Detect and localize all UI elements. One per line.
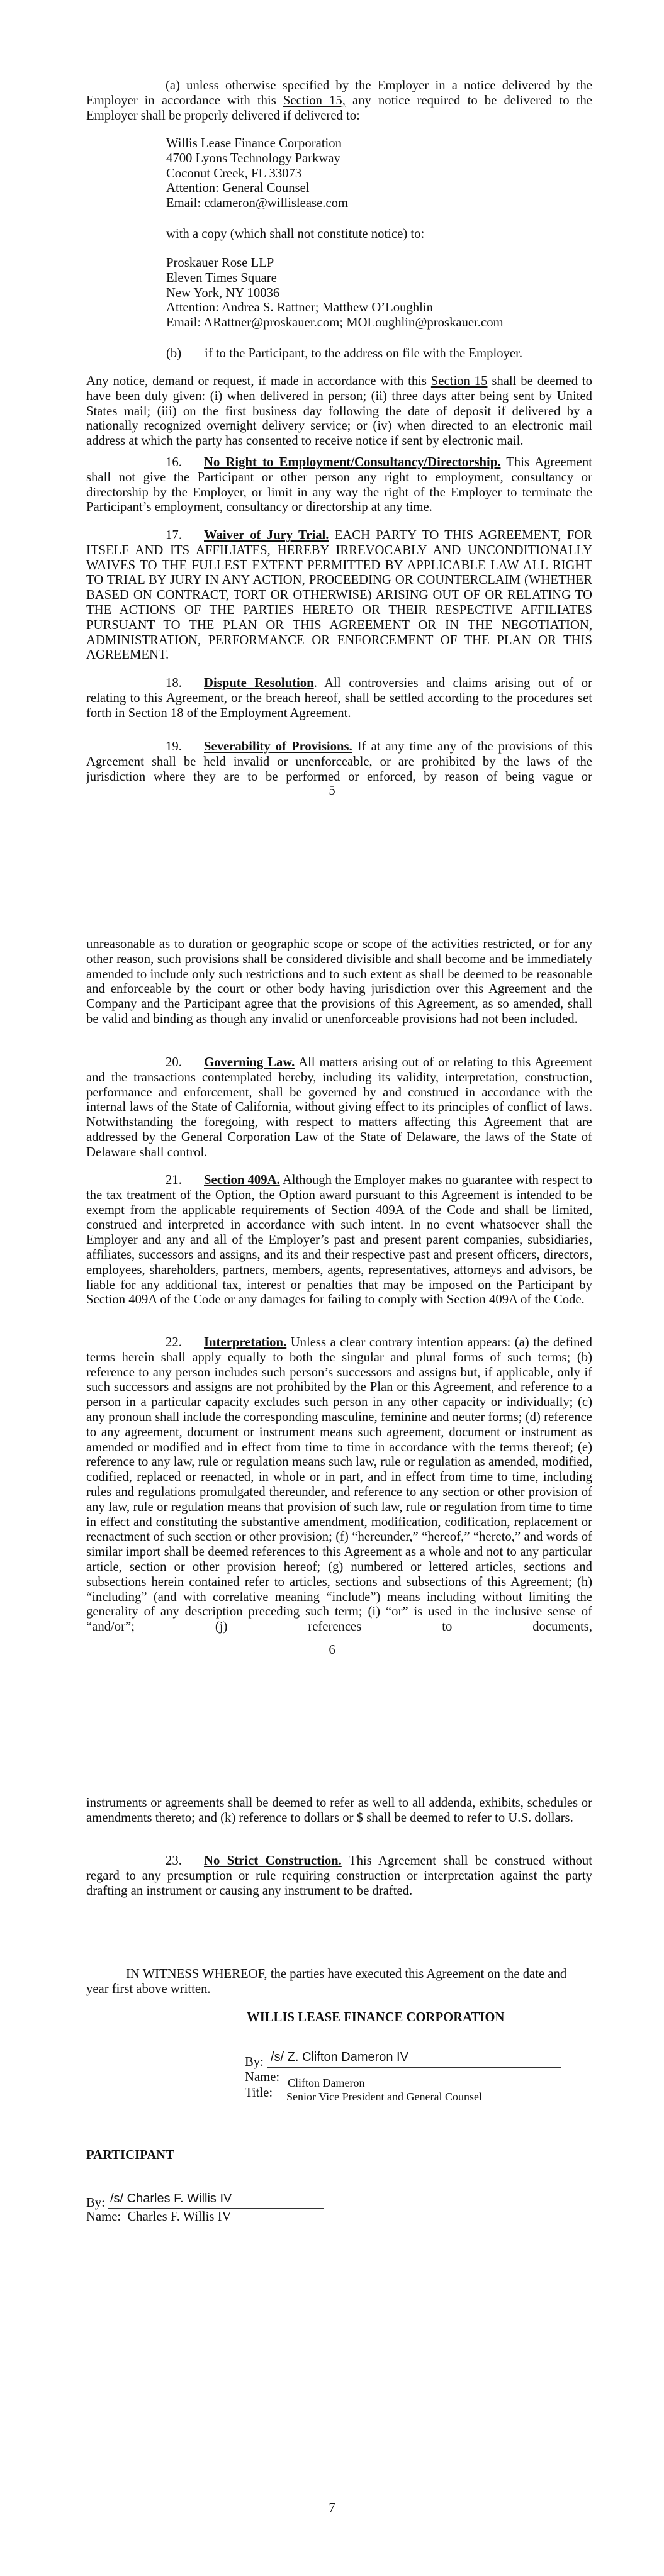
address-line: Proskauer Rose LLP [166, 256, 274, 270]
section-heading: Interpretation. [204, 1335, 287, 1349]
section-heading: No Right to Employment/Consultancy/Directorship. [204, 455, 501, 469]
address-line: 4700 Lyons Technology Parkway [166, 151, 340, 165]
company-signature: /s/ Z. Clifton Dameron IV [271, 2050, 408, 2064]
section-number: 23. [166, 1854, 182, 1868]
company-signer-title: Senior Vice President and General Counsel [286, 2090, 483, 2103]
page-number: 6 [329, 1643, 335, 1657]
section-number: 16. [166, 455, 182, 469]
by-label: By: [86, 2196, 105, 2210]
section-body: EACH PARTY TO THIS AGREEMENT, FOR ITSELF AND ITS AFFILIATES, HEREBY IRREVOCABLY AND UNCONDITIONALLY WAIVES TO THE FULLEST EXTENT PERMITTED BY APPLICABLE LAW ALL RIGHT TO TRIAL BY JURY IN ANY ACTION, PROCEEDING OR COUNTERCLAIM (WHETHER BASED ON CONTRACT, TORT OR OTHERWISE) ARISING OUT OF OR RELATING TO THE ACTIONS OF THE PARTIES HERETO OR THEIR RESPECTIVE AFFILIATES PURSUANT TO THE PLAN OR THIS AGREEMENT OR IN THE NEGOTIATION, ADMINISTRATION, PERFORMANCE OR ENFORCEMENT OF THE PLAN OR THIS AGREEMENT. [86, 528, 592, 662]
participant-name [86, 2210, 231, 2225]
name-label: Name: [86, 2210, 121, 2224]
address-line: Attention: Andrea S. Rattner; Matthew O’Loughlin [166, 301, 434, 315]
section-body: All matters arising out of or relating to this Agreement and the transactions contemplated hereby, including its validity, interpretation, construction, performance and enforcement, shall be governed by and construed in accordance with the internal laws of the State of California, without giving effect to its principles of conflict of laws. Notwithstanding the foregoing, with respect to matters affecting this Agreement that are addressed by the General Corporation Law of the State of Delaware, the laws of the State of Delaware shall control. [86, 1056, 592, 1159]
employer-address [166, 137, 594, 211]
section-number: 20. [166, 1056, 182, 1069]
section-heading: Waiver of Jury Trial. [204, 528, 329, 542]
section-19-continued: unreasonable as to duration or geographic scope or scope of the activities restricted, or for any other reason, such provisions shall be considered divisible and shall become and be immediately amended to include only such restrictions and to such extent as shall be deemed to be reasonable and enforceable by the court or other body having jurisdiction over this Agreement and the Company and the Participant agree that the provisions of this Agreement, as so amended, shall be valid and binding as though any invalid or unenforceable provisions had not been included. [86, 937, 592, 1026]
address-line: Email: ARattner@proskauer.com; MOLoughlin@proskauer.com [166, 316, 504, 330]
counsel-address [166, 256, 594, 331]
company-heading: WILLIS LEASE FINANCE CORPORATION [247, 2010, 505, 2024]
address-line: Attention: General Counsel [166, 181, 310, 196]
by-label: By: [245, 2055, 264, 2069]
section-23 [86, 1854, 592, 1899]
section-22 [86, 1335, 592, 1635]
section-number: 22. [166, 1335, 182, 1349]
section-body: If at any time any of the provisions of this Agreement shall be held invalid or unenforceable, or are prohibited by the laws of the jurisdiction where they are to be performed or enforced, by reason of being vague or [86, 740, 592, 784]
address-line: Willis Lease Finance Corporation [166, 137, 342, 150]
page-number: 5 [329, 784, 335, 798]
section-body: . All controversies and claims arising out of or relating to this Agreement, or the breach hereof, shall be settled according to the procedures set forth in Section 18 of the Employment Agreement. [86, 676, 592, 720]
section-21 [86, 1173, 592, 1308]
section-body: Unless a clear contrary intention appears: (a) the defined terms herein shall apply equally to both the singular and plural forms of such terms; (b) reference to any person includes such person’s successors and assigns but, if applicable, only if such successors and assigns are not prohibited by the Plan or this Agreement, and reference to a person in a particular capacity excludes such person in any other capacity or individually; (c) any pronoun shall include the corresponding masculine, feminine and neuter forms; (d) reference to any agreement, document or instrument means such agreement, document or instrument as amended or modified and in effect from time to time in accordance with the terms thereof; (e) reference to any law, rule or regulation means such law, rule or regulation as amended, modified, codified, replaced or reenacted, in whole or in part, and in effect from time to time, including rules and regulations promulgated thereunder, and reference to any section or other provision of any law, rule or regulation means that provision of such law, rule or regulation from time to time in effect and constituting the substantive amendment, modification, codification, replacement or reenactment of such section or other provision; (f) “hereunder,” “hereof,” “hereto,” and words of similar import shall be deemed references to this Agreement as a whole and not to any particular article, section or other provision hereof; (g) numbered or lettered articles, sections and subsections herein contained refer to articles, sections and subsections of this Agreement; (h) “including” (and with correlative meaning “include”) means including without limiting the generality of any description preceding such term; (i) “or” is used in the inclusive sense of “and/or”; (j) references to documents, [86, 1335, 592, 1634]
section-number: 18. [166, 676, 182, 690]
section-body: Although the Employer makes no guarantee with respect to the tax treatment of the Option, the Option award pursuant to this Agreement is intended to be exempt from the applicable requirements of Section 409A of the Code and shall be limited, construed and interpreted in accordance with such intent. In no event whatsoever shall the Employer and any and all of the Employer’s past and present parent companies, subsidiaries, affiliates, successors and assigns, and its and their respective past and present officers, directors, employees, shareholders, partners, members, agents, representatives, attorneys and advisors, be liable for any additional tax, interest or penalties that may be imposed on the Participant by Section 409A of the Code or any damages for failing to comply with Section 409A of the Code. [86, 1173, 593, 1307]
item-label: (b) [166, 347, 182, 360]
signature-line [267, 2067, 561, 2068]
section-heading: No Strict Construction. [204, 1854, 342, 1868]
section-number: 17. [166, 528, 182, 542]
address-line: Email: cdameron@willislease.com [166, 196, 349, 211]
name-label: Name: [245, 2070, 280, 2084]
section-16 [86, 455, 592, 515]
section-body: This Agreement shall not give the Participant or other person any right to employment, consultancy or directorship by the Employer, or limit in any way the right of the Employer to terminate the Participant’s employment, consultancy or directorship at any time. [86, 455, 592, 515]
section-body: This Agreement shall be construed without regard to any presumption or rule requiring construction or interpretation against the party drafting an instrument or causing any instrument to be drafted. [86, 1854, 593, 1898]
section-heading: Governing Law. [204, 1056, 295, 1069]
section-22-continued: instruments or agreements shall be deemed to refer as well to all addenda, exhibits, schedules or amendments thereto; and (k) reference to dollars or $ shall be deemed to refer to U.S. dollars. [86, 1796, 592, 1825]
section-18 [86, 676, 592, 721]
section-19 [86, 740, 592, 784]
notice-participant-item [166, 347, 594, 362]
section-heading: Severability of Provisions. [204, 740, 352, 754]
participant-signer-name: Charles F. Willis IV [127, 2210, 232, 2224]
notice-employer-paragraph [86, 79, 592, 123]
address-line: Coconut Creek, FL 33073 [166, 166, 302, 181]
title-label: Title: [245, 2086, 273, 2100]
notice-deemed-paragraph [86, 374, 592, 449]
signature-line [108, 2208, 324, 2209]
text: (a) unless otherwise specified by the Employer in a notice delivered by the Employer in accordance with this [86, 79, 592, 108]
text: any notice required to be delivered to the Employer shall be properly delivered if delivered to: [86, 93, 592, 123]
section-heading: Section 409A. [204, 1173, 280, 1187]
copy-intro: with a copy (which shall not constitute notice) to: [166, 227, 425, 241]
section-15-reference: Section 15 [430, 374, 488, 388]
participant-heading: PARTICIPANT [86, 2148, 174, 2162]
section-number: 21. [166, 1173, 182, 1187]
text: Any notice, demand or request, if made in accordance with this [86, 374, 431, 388]
section-20 [86, 1056, 592, 1161]
address-line: New York, NY 10036 [166, 286, 280, 300]
text: shall be deemed to have been duly given: (i) when delivered in person; (ii) three days after being sent by United States mail; (iii) on the first business day following the date of deposit if delivered by a nationally recognized overnight delivery service; or (iv) when directed to an electronic mail address at which the party has consented to receive notice if sent by electronic mail. [86, 374, 592, 449]
page-number: 7 [329, 2501, 335, 2515]
item-text: if to the Participant, to the address on file with the Employer. [205, 347, 523, 360]
witness-clause: IN WITNESS WHEREOF, the parties have executed this Agreement on the date and year first above written. [86, 1967, 567, 1996]
section-heading: Dispute Resolution [204, 676, 314, 690]
participant-signature: /s/ Charles F. Willis IV [110, 2192, 232, 2205]
address-line: Eleven Times Square [166, 270, 277, 285]
section-number: 19. [166, 740, 182, 754]
company-signer-name: Clifton Dameron [288, 2077, 365, 2089]
section-15-reference: Section 15, [283, 93, 346, 108]
section-17 [86, 528, 592, 663]
